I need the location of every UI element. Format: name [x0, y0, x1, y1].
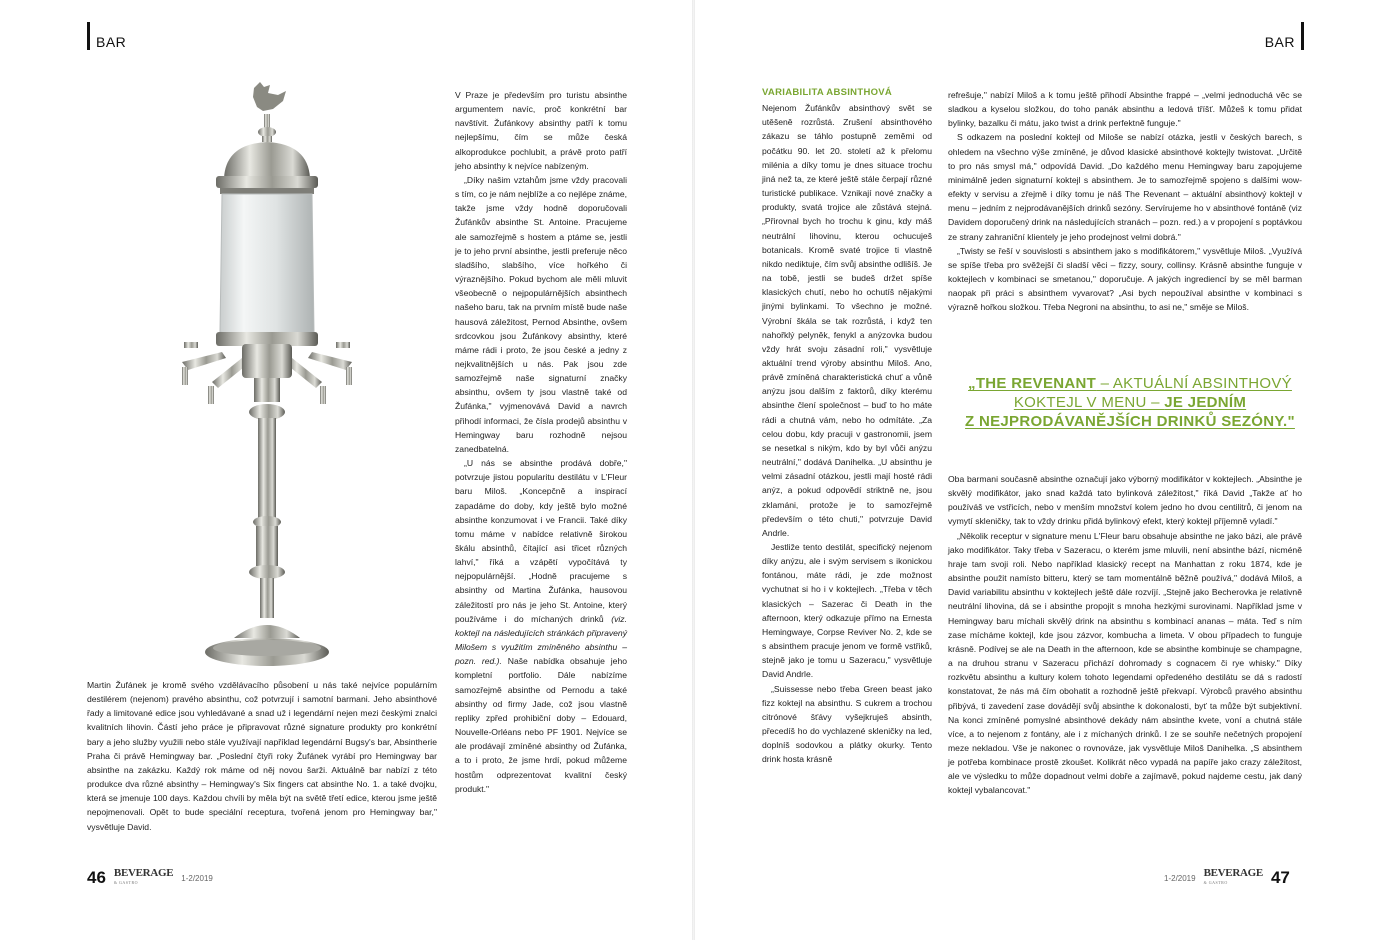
beverage-logo-right: BEVERAGE & GASTRO [1203, 867, 1263, 885]
intro-paragraph: Martin Žufánek je kromě svého vzdělávacího působení u nás také nejvíce populárním destilérem (nejenom) pravého absinthu, což potvrzují i samotní barmani. Jeho absinthové řady a limitované edice jsou vyhledávané a snad už i legendární nejen mezi českými znalci kvalitních lihovin. Částí jeho práce je připravovat různé signature produkty pro konkrétní bary a jeho služby využili nebo stále využívají například legendární Bugsy's bar, Absintherie Praha či právě Hemingway bar. „Poslední čtyři roky Žufánek vyrábí pro Hemingway bar absinthe na zakázku. Každý rok máme od něj novou šarži. Aktuálně bar nabízí z této produkce dva různé absinthy – Hemingway's Six fingers cat absinthe No. 1. a také dvojku, která se jmenuje 100 days. Každou chvíli by měla být na světě třetí edice, kterou jsme ještě nepojmenovali. Opět to bude speciální receptura, tvořená jenom pro Hemingway bar," vysvětluje David. [87, 680, 437, 832]
beverage-logo-left: BEVERAGE & GASTRO [113, 867, 174, 885]
left-paragraph-1: V Praze je především pro turistu absinthe argumentem navíc, proč konkrétní bar navštívit. Žufánkovy absinthy patří k tomu nejlepšímu, čím se může česká alkoprodukce pochlubit, a právě proto patří jeho absinthy k nejvíce nabízeným. [455, 90, 627, 171]
section-tag-label: BAR [96, 34, 127, 50]
right-col1-paragraph-3: „Suissesse nebo třeba Green beast jako fizz koktejl na absinthu. S cukrem a trochou citrónové šťávy vyšejkruješ absinth, přecedíš ho do vychlazené skleničky na led, doplníš sodovkou a plátky okurky. Tento drink hosta krásně [762, 683, 932, 765]
absinthe-fountain-photo [182, 82, 352, 677]
left-folio [87, 868, 213, 888]
section-tag-bar [1301, 22, 1304, 50]
issue-label-left: 1-2/2019 [181, 873, 213, 883]
pull-quote-line-3: Z NEJPRODÁVANĚJŠÍCH DRINKŮ SEZÓNY." [965, 413, 1295, 430]
right-col2-paragraph-2: S odkazem na poslední koktejl od Miloše se nabízí otázka, jestli v českých barech, s ohledem na všechno výše zmíněné, je důvod klasické absinthové koktejly twistovat. „Určitě to pro nás smysl má," odpovídá David. „Do každého menu Hemingway baru zapojujeme minimálně jeden signaturní koktejl s absinthem. Je to samozřejmě spojeno s dalšími wow-efekty v servisu a zřejmě i díky tomu je náš The Revenant – aktuální absinthový koktejl v menu – jedním z nejprodávanějších drinků sezóny. Servírujeme ho v absinthové fontáně (viz Davidem doporučený drink na následujících stranách – pozn. red.) a v propojení s poptávkou ze strany zahraniční klientely je jeho prodejnost velmi dobrá." [948, 132, 1302, 242]
left-body-column [455, 88, 627, 796]
left-paragraph-3-end: Naše nabídka obsahuje jeho kompletní portfolio. Dále nabízíme samozřejmě absinthe od Pernodu a také absinthy od firmy Jade, což jsou vlastně repliky zpřed prohibiční doby – Edouard, Nouvelle-Orléans nebo PF 1901. Nejvíce se ale prodávají zmíněné absinthy od Žufánka, a to i proto, že jsme hrdí, pokud můžeme hostům odprezentovat kvalitní český produkt." [455, 656, 628, 794]
pull-quote [957, 374, 1303, 431]
right-col2-paragraph-3: „Twisty se řeší v souvislosti s absinthem jako s modifikátorem," vysvětluje Miloš. „Využívá se spíše třeba pro svěžejší či sladší věci – fizzy, soury, collinsy. Krásně absinthe funguje v koktejlech v kombinaci se smetanou," doporučuje. A jakých ingrediencí by se měl barman naopak při práci s absinthem vyvarovat? „Asi bych nepoužíval absinthe v kombinaci s výrazně hořkou složkou. Třeba Negroni na absinthu, to asi ne," směje se Miloš. [948, 245, 1302, 313]
left-paragraph-3 [455, 456, 627, 796]
page-number-right: 47 [1270, 868, 1290, 887]
section-tag-left [87, 22, 126, 50]
left-page [0, 0, 692, 940]
left-paragraph-3-note: (viz. koktejl na následujících stránkách připravený Milošem s využitím zmíněného absinthu – pozn. red.). [455, 613, 627, 667]
variabilita-heading: VARIABILITA ABSINTHOVÁ [762, 87, 893, 98]
right-col1-paragraph-2: Jestliže tento destilát, specifický nejenom díky anýzu, ale i svým servisem s ikonickou fontánou, máte rádi, je zde možnost vychutnat si ho i v koktejlech. „Třeba v těch klasických – Sazerac či Death in the afternoon, který odkazuje přímo na Ernesta Hemingwaye, Corpse Reviver No. 2, kde se s absinthem pracuje jenom ve formě vstřiků, stejně jako je tomu u Sazeracu," vysvětluje David Andrle. [762, 542, 932, 680]
intro-column [87, 678, 437, 834]
left-paragraph-2: „Díky našim vztahům jsme vždy pracovali s tím, co je nám nejblíže a co nejlépe známe, takže jsme vždy hodně doporučovali Žufánkův absinthe St. Antoine. Pracujeme ale samozřejmě s hostem a ptáme se, jestli je to jeho první absinthe, jestli preferuje něco sladšího, slabšího, více hořkého či výraznějšího. Pokud bychom ale měli mluvit všeobecně o nejpopulárnějších absinthech našeho baru, tak na prvním místě bude naše hausová záležitost, Pernod Absinthe, ovšem srdcovkou jsou Žufánkovy absinthy, které máme rádi i proto, že jsou české a jedny z nejkvalitnějších u nás. Pak jsou zde samozřejmě naše signaturní značky absinthu, ovšem ty jsou vlastně také od Žufánka," vyjmenovává David a navrch přihodí informaci, že čísla prodejů absinthu v Hemingway baru rozhodně nejsou zanedbatelná. [455, 174, 627, 454]
right-col2-paragraph-1: refrešuje," nabízí Miloš a k tomu ještě přihodí Absinthe frappé – „velmi jednoduchá věc se sladkou a kyselou složkou, do toho panák absinthu a ledová tříšť. Můžeš k tomu přidat bylinky, bazalku či mátu, jako twist a drink perfektně funguje." [948, 90, 1302, 129]
right-col2-paragraph-5: „Několik receptur v signature menu L'Fleur baru obsahuje absinthe ne jako bázi, ale právě jako modifikátor. Taky třeba v Sazeracu, o kterém jsme mluvili, není absinthe bází, nicméně hraje tam svoji roli. Nebo například klasický recept na Manhattan z roku 1874, kde je absinthe použit namísto bitteru, který se tam momentálně běžně používá," dodává Miloš, a David variabilitu absinthu v koktejlech ještě dále rozvíjí. „Stejně jako Becherovka je relativně neutrální lihovina, dá se i absinthe propojit s mnoha hezkými surovinami. Například jsme v Hemingway baru míchali skvělý drink na absinthu s kombinací ananas – máta. Teď s ním zase mícháme koktejl, kde jsou zázvor, kombucha a limeta. V obou případech to funguje krásně. Podívej se ale na Death in the afternoon, kde se absinthe kombinuje se champagne, a na druhou stranu v Sazeracu přichází dohromady s cognacem či rye whisky." Díky rozkvětu absinthu a kultury kolem tohoto legendami opředeného destilátu se dá s radostí konstatovat, že nás má čím obohatit a rozhodně ještě překvapí. Výrobců pravého absinthu přibývá, ti zavedení zase dovádějí svůj absinthe k dokonalosti, byť ta může být subjektivní. Na konci zmíněné pomyslné absinthové dekády nám absinthe kvete, voní a chutná stále více, a to nejenom z fontány, ale i z míchaných drinků. I ze se souhře nečetných propojení meze nekladou. Vše je nakonec o rovnováze, jak vysvětluje Miloš Danihelka. „S absinthem je potřeba kombinace prostě zkoušet. Kolikrát něco vypadá na papíře jako crazy záležitost, ale ve výsledku to může dopadnout velmi dobře a zajímavě, pokud najdeme cestu, jak daný koktejl vybalancovat." [948, 530, 1302, 796]
right-col2-paragraph-4: Oba barmani současně absinthe označují jako výborný modifikátor v koktejlech. „Absinthe je skvělý modifikátor, jako snad každá tato bylinková záležitost," říká David „Takže ať ho používáš ve vstřicích, nebo v menším množství kolem jedno ho dvou centilitrů, či jenom na vymytí skleničky, tak to vždy drinku přidá bylinkový efekt, který koktejl příjemně vyladí." [948, 474, 1302, 527]
right-col1-paragraph-1: Nejenom Žufánkův absinthový svět se utěšeně rozrůstá. Zrušení absinthového zákazu se táhlo postupně zeměmi od počátku 90. let 20. století až k přelomu milénia a díky tomu je dnes situace trochu jiná než ta, ze které ještě stále čerpají různé turistické publikace. Vznikají nové značky a produkty, svatá trojice ale zůstává stejná. „Přirovnal bych ho trochu k ginu, kdy máš neutrální lihovinu, kterou ochucuješ botanicals. Kromě svaté trojice ti vlastně nikdo nediktuje, čím svůj absinthe odlišíš. Je na tobě, jestli se budeš držet spíše klasických chutí, nebo ho ochutíš nějakými jinými bylinkami. To všechno je možné. Výrobní škála se tak rozrůstá, i když ten nahořklý pelyněk, fenykl a anýzovka budou vždy hrát svoju zásadní roli," vysvětluje aktuální trend výroby absinthu Miloš. Ano, právě zmíněná charakteristická chuť a vůně anýzu jsou dalším z faktorů, díky kterému absinthe člení společnost – buď to ho máte rádi a chutná vám, nebo ho odmítáte. „Za celou dobu, kdy pracuji v gastronomii, jsem se nesetkal s nikým, kdo by byl vůči anýzu neutrální," dodává Danihelka. „U absinthu je velmi zásadní otázkou, jestli mají hosté rádi anýz, a pokud odpovědí striktně ne, jsou zklamáni, protože je to samozřejmě především o této chuti," potvrzuje David Andrle. [762, 103, 932, 538]
section-tag-label: BAR [1264, 34, 1295, 50]
pull-quote-line-2: KOKTEJL V MENU – JE JEDNÍM [1013, 394, 1247, 411]
left-paragraph-3-start: „U nás se absinthe prodává dobře," potvrzuje jistou popularitu destilátu v L'Fleur baru Miloš. „Koncepčně a inspirací zapadáme do doby, kdy ještě bylo možné absinthe konzumovat i ve Francii. Také díky tomu máme v nabídce relativně širokou škálu absinthů, čítající asi třicet různých lahví," říká a vzápětí vypočítává ty nejpopulárnější. „Hodně pracujeme s absinthy od Martina Žufánka, hausovou záležitostí pro nás je jeho St. Antoine, který používáme i do míchaných drinků [455, 458, 627, 624]
section-tag-bar [87, 22, 90, 50]
right-folio [1164, 868, 1290, 888]
right-column-1 [762, 86, 932, 767]
issue-label-right: 1-2/2019 [1164, 873, 1196, 883]
right-column-2-top [948, 88, 1302, 315]
pull-quote-line-1: „THE REVENANT – AKTUÁLNÍ ABSINTHOVÝ [968, 375, 1292, 392]
page-number-left: 46 [87, 868, 106, 887]
right-column-2-bottom [948, 472, 1302, 798]
section-tag-right [1265, 22, 1304, 50]
